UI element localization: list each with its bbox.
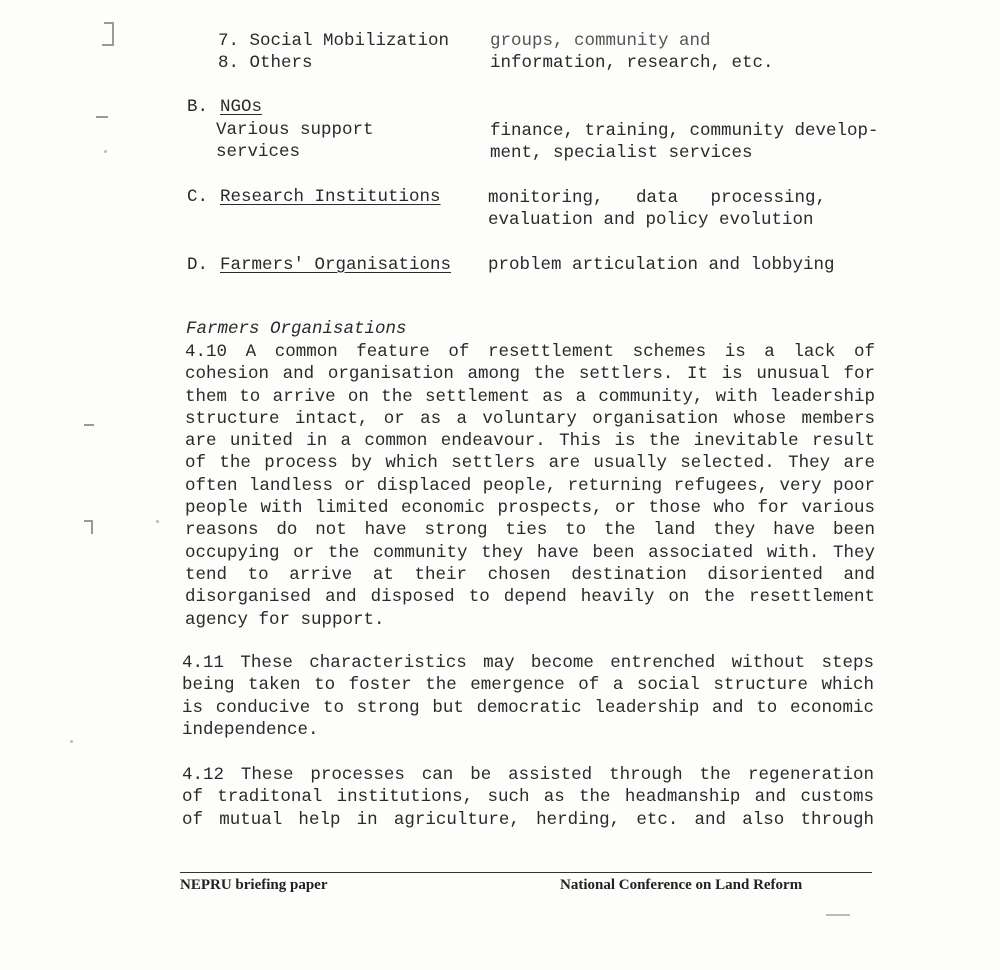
- paragraph-line: reasons do not have strong ties to the land they have been: [185, 520, 875, 541]
- paragraph-line: 4.10 A common feature of resettlement schemes is a lack of: [185, 342, 875, 362]
- paragraph-line: are united in a common endeavour. This is the inevitable result: [185, 431, 875, 452]
- paragraph-line: disorganised and disposed to depend heavily on the resettlement: [185, 587, 875, 608]
- section-heading: NGOs: [220, 97, 263, 117]
- paragraph-line: being taken to foster the emergence of a social structure which: [182, 675, 874, 696]
- paragraph-line: cohesion and organisation among the settlers. It is unusual for: [185, 364, 875, 385]
- scan-mark: [826, 914, 850, 916]
- paragraph-line: of the process by which settlers are usually selected. They are: [185, 453, 875, 474]
- paragraph-line: occupying or the community they have been associated with. They: [185, 542, 875, 563]
- paragraph-line: them to arrive on the settlement as a community, with leadership: [185, 386, 875, 407]
- paragraph-line: tend to arrive at their chosen destination disoriented and: [185, 564, 875, 585]
- footer-rule: [180, 872, 872, 873]
- scan-speck: [104, 150, 107, 153]
- paragraph-line: often landless or displaced people, returning refugees, very poor: [185, 475, 875, 496]
- list-item-label: 8. Others: [218, 53, 313, 73]
- paragraph-line: structure intact, or as a voluntary organisation whose members: [185, 408, 875, 429]
- paragraph-4-10: [185, 341, 875, 631]
- section-label: Various support: [216, 120, 374, 140]
- scan-speck: [156, 520, 159, 523]
- list-item-desc: groups, community and: [490, 31, 711, 51]
- paragraph-line: 4.11 These characteristics may become entrenched without steps: [182, 653, 874, 673]
- section-heading: Research Institutions: [220, 187, 441, 207]
- section-desc: problem articulation and lobbying: [488, 255, 835, 275]
- paragraph-line: is conducive to strong but democratic leadership and to economic: [182, 697, 874, 718]
- scan-mark: [102, 44, 112, 46]
- paragraph-line: agency for support.: [185, 609, 385, 630]
- section-desc: ment, specialist services: [490, 143, 753, 163]
- scan-mark: [84, 424, 94, 426]
- scan-mark: [112, 22, 114, 46]
- section-letter: B.: [187, 97, 209, 117]
- section-letter: D.: [187, 255, 209, 275]
- paragraph-4-12: [182, 764, 874, 831]
- section-letter: C.: [187, 187, 209, 207]
- paragraph-line: people with limited economic prospects, or those who for various: [185, 498, 875, 519]
- section-desc: finance, training, community develop-: [490, 121, 879, 141]
- scan-mark: [96, 116, 108, 118]
- subheading: Farmers Organisations: [186, 319, 407, 339]
- paragraph-line: of traditonal institutions, such as the headmanship and customs: [182, 787, 874, 808]
- scan-mark: [91, 520, 93, 534]
- list-item-desc: information, research, etc.: [490, 53, 774, 73]
- footer-right: National Conference on Land Reform: [560, 877, 803, 893]
- paragraph-line: 4.12 These processes can be assisted through the regeneration: [182, 765, 874, 785]
- footer-left: NEPRU briefing paper: [180, 877, 328, 893]
- section-desc: monitoring, data processing,: [488, 188, 827, 208]
- list-item-label: 7. Social Mobilization: [218, 31, 450, 51]
- paragraph-4-11: [182, 652, 874, 741]
- section-heading: Farmers' Organisations: [220, 255, 452, 275]
- paragraph-line: independence.: [182, 719, 319, 740]
- section-label: services: [216, 142, 301, 162]
- paragraph-line: of mutual help in agriculture, herding, etc. and also through: [182, 809, 874, 830]
- scan-speck: [70, 740, 73, 743]
- section-desc: evaluation and policy evolution: [488, 210, 814, 230]
